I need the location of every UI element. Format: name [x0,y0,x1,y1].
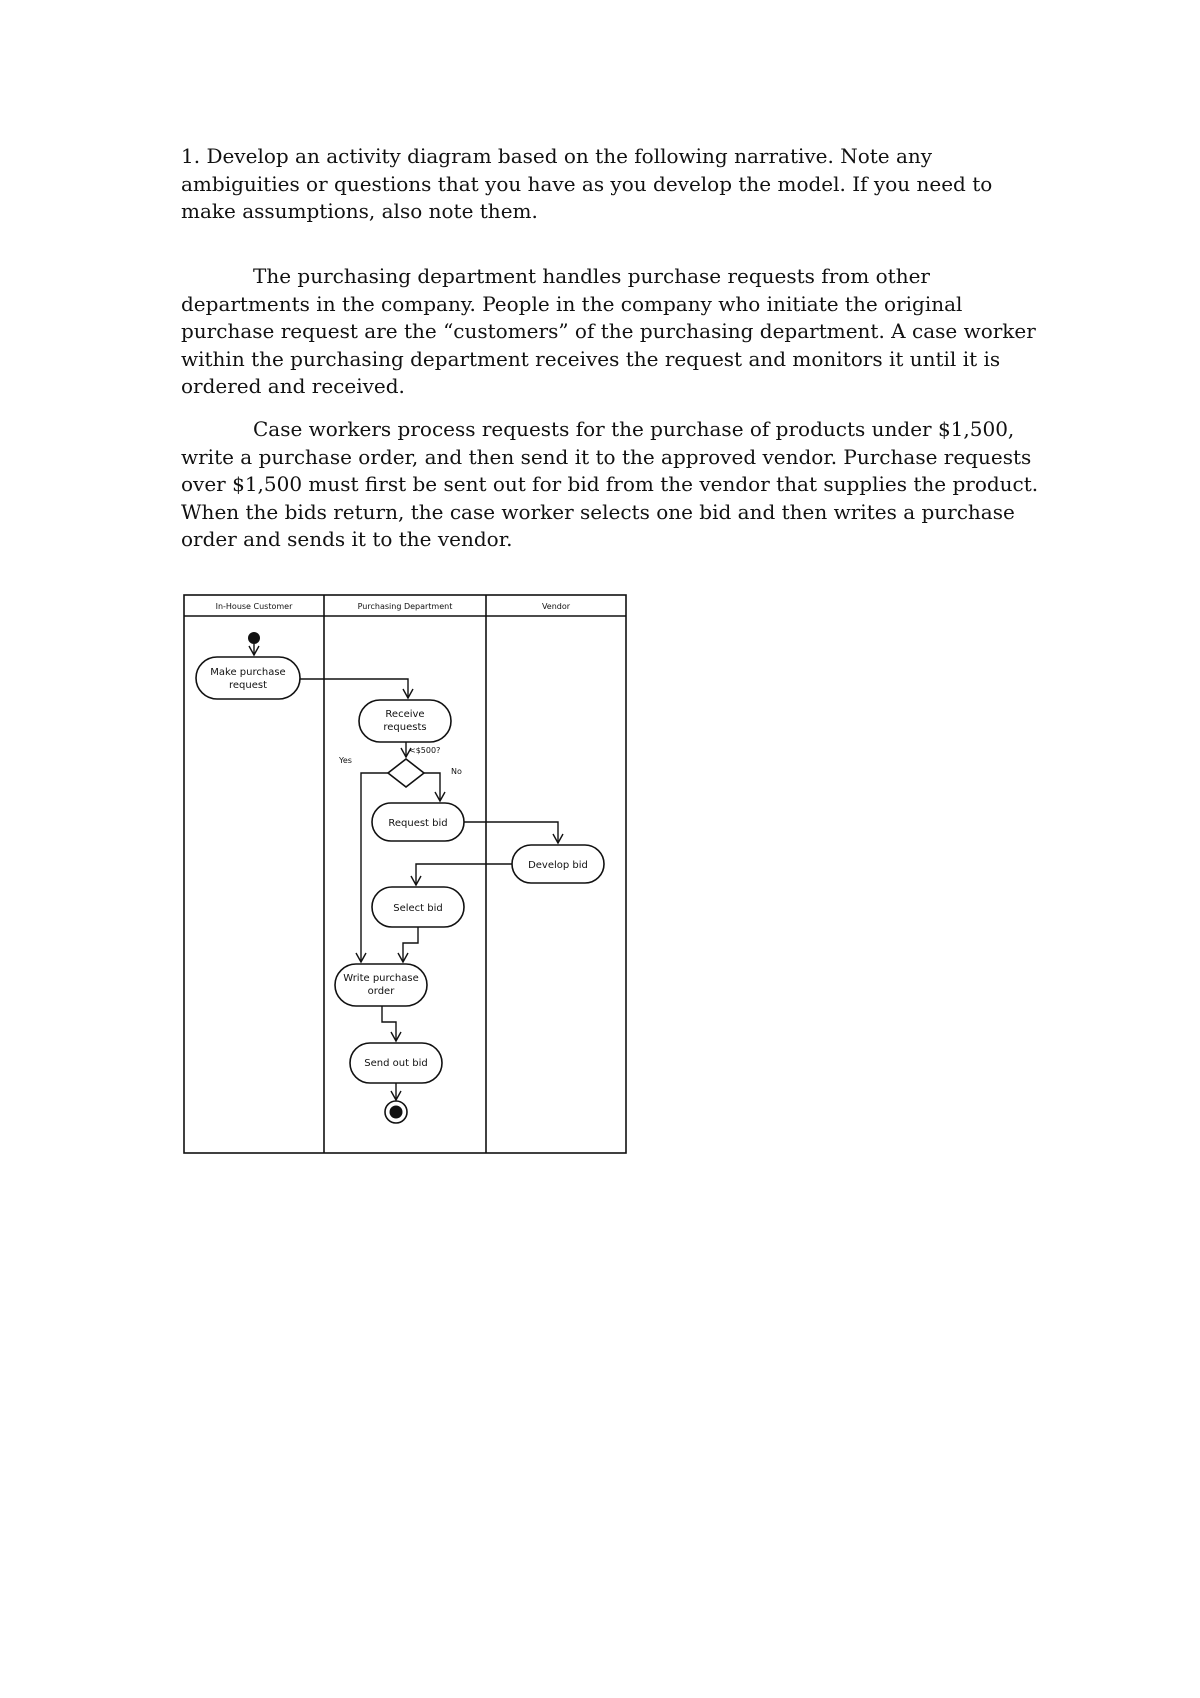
decision-yes-label: Yes [339,756,352,765]
question-text: 1. Develop an activity diagram based on the following narrative. Note any ambiguities or questions that you have as you develop the model. If you need to make assumptions, also note them. [181,144,993,223]
decision-no-label: No [451,767,462,776]
label-receive-requests-2: requests [383,722,427,733]
label-write-purchase-order-1: Write purchase [343,973,419,984]
decision-node [388,759,424,787]
flow-decision-yes [361,773,388,962]
activity-receive-requests [359,700,451,742]
flow-request-to-receive [300,679,408,698]
label-write-purchase-order-2: order [367,986,395,997]
activity-write-purchase-order [335,964,427,1006]
flow-develop-to-select [416,864,512,885]
swimlane-header-purchasing: Purchasing Department [357,602,453,611]
label-send-out-bid: Send out bid [364,1058,428,1069]
decision-guard-label: <$500? [409,746,441,755]
activity-make-purchase-request [196,657,300,699]
label-receive-requests-1: Receive [385,709,425,720]
flow-write-to-send [382,1006,396,1041]
flow-decision-no [424,773,440,801]
label-make-purchase-request-1: Make purchase [210,667,286,678]
initial-node [248,632,260,644]
label-request-bid: Request bid [388,818,448,829]
narrative-paragraph-2: Case workers process requests for the purchase of products under $1,500, write a purchase order, and then send it to the approved vendor. Purchase requests over $1,500 must first be sent out for bid from the vendor that supplies the product. When the bids return, the case worker selects one bid and then writes a purchase order and sends it to the vendor. [181,417,1039,551]
final-node-dot [390,1106,403,1119]
flow-select-to-write [403,927,418,962]
label-develop-bid: Develop bid [528,860,588,871]
label-select-bid: Select bid [393,903,443,914]
swimlane-header-vendor: Vendor [541,602,571,611]
flow-request-bid-to-develop [464,822,558,843]
narrative-paragraph-1: The purchasing department handles purchase requests from other departments in the company. People in the company who initiate the original purchase request are the “customers” of the purchasing department. A case worker within the purchasing department receives the request and monitors it until it is ordered and received. [181,264,1036,398]
swimlane-header-customer: In-House Customer [215,602,293,611]
label-make-purchase-request-2: request [228,680,268,691]
